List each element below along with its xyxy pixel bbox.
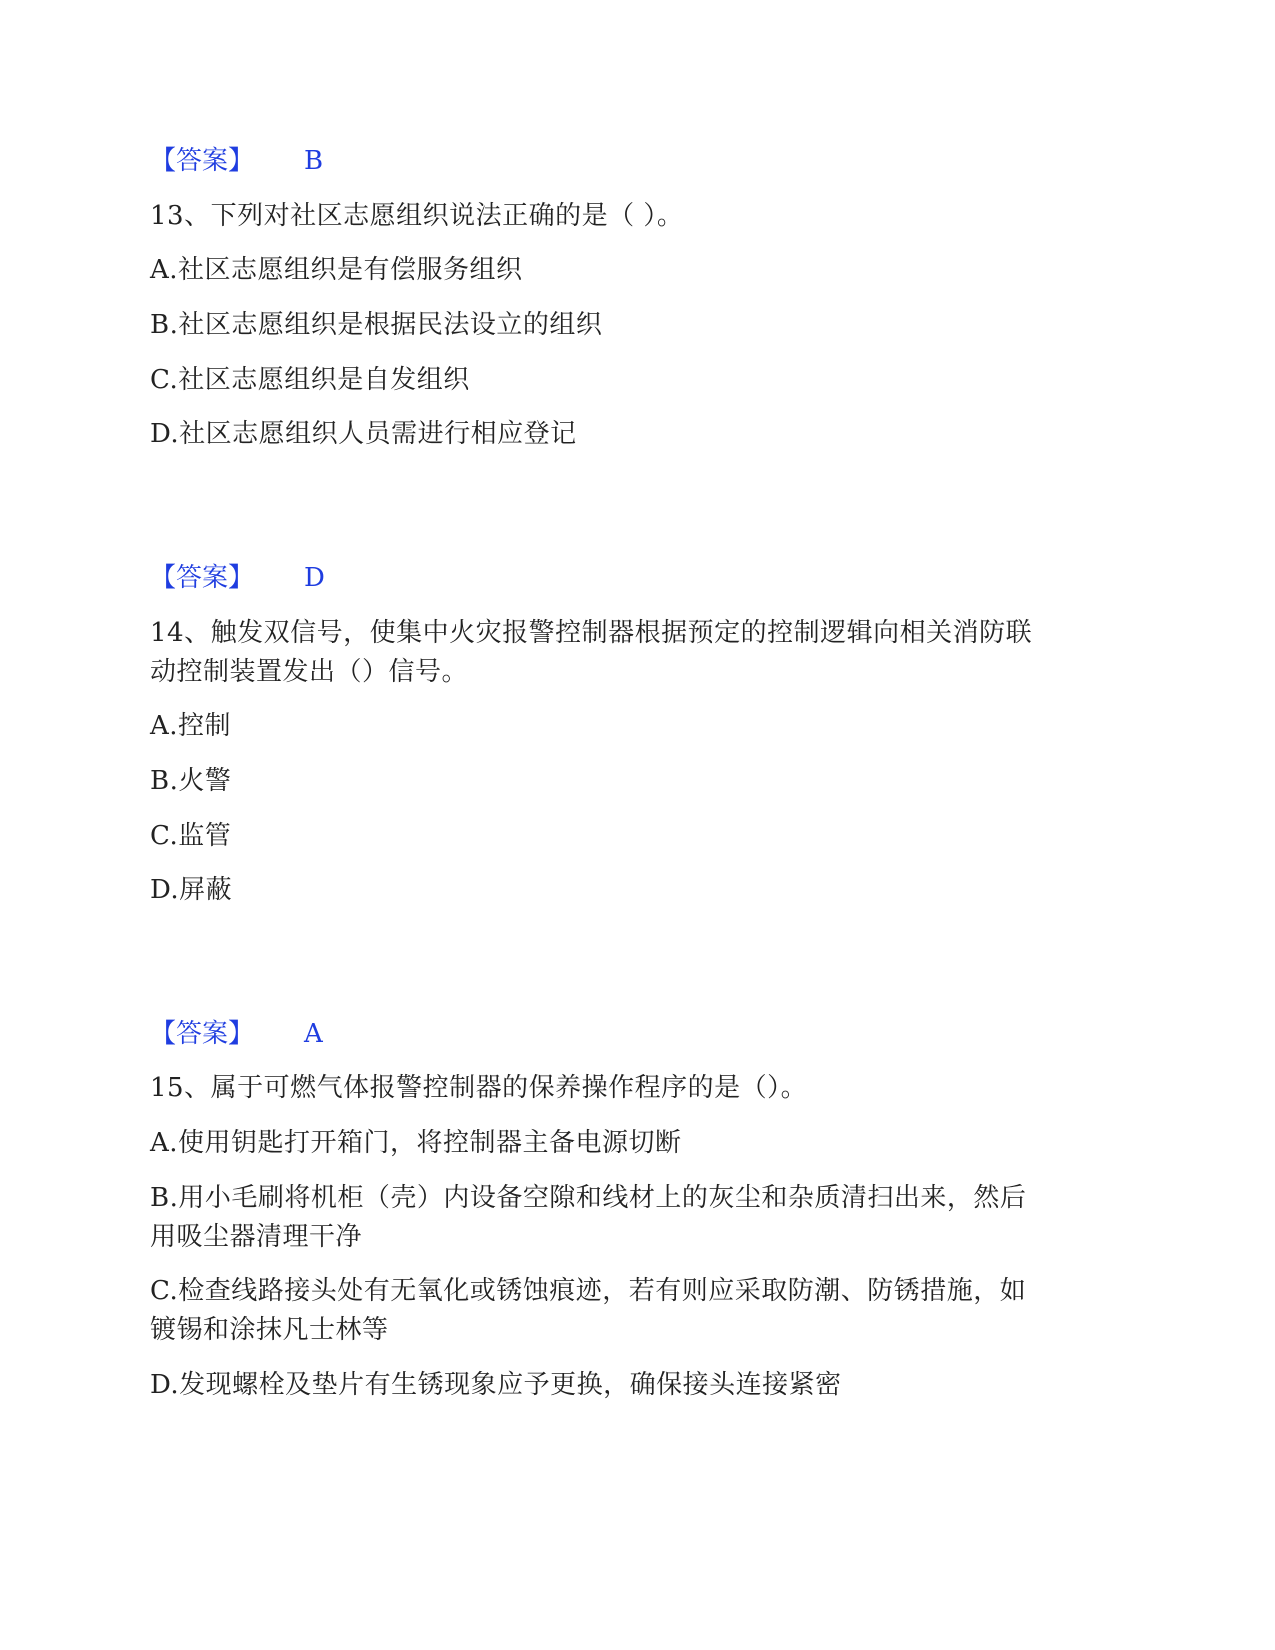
question-13-option-c: C.社区志愿组织是自发组织 [150, 365, 470, 395]
question-15-option-d: D.发现螺栓及垫片有生锈现象应予更换，确保接头连接紧密 [150, 1370, 842, 1400]
answer-line [150, 558, 325, 598]
question-14-text-line-2: 动控制装置发出（）信号。 [150, 657, 469, 687]
question-15-option-b-line-2: 用吸尘器清理干净 [150, 1222, 363, 1252]
answer-line [150, 1014, 323, 1054]
answer-value: D [304, 563, 325, 593]
question-13-text: 13、下列对社区志愿组织说法正确的是（ ）。 [150, 201, 684, 231]
question-15-option-a: A.使用钥匙打开箱门，将控制器主备电源切断 [150, 1128, 682, 1158]
question-13-option-b: B.社区志愿组织是根据民法设立的组织 [150, 310, 603, 340]
question-14-option-c: C.监管 [150, 821, 232, 851]
question-15-option-c-line-2: 镀锡和涂抹凡士林等 [150, 1315, 389, 1345]
answer-value: B [304, 146, 324, 176]
answer-label: 【答案】 [150, 146, 255, 176]
question-14-option-b: B.火警 [150, 766, 232, 796]
answer-value: A [304, 1019, 323, 1049]
question-15-option-c-line-1: C.检查线路接头处有无氧化或锈蚀痕迹，若有则应采取防潮、防锈措施，如 [150, 1276, 1027, 1306]
answer-line [150, 141, 323, 181]
question-13-option-a: A.社区志愿组织是有偿服务组织 [150, 255, 523, 285]
question-14-text-line-1: 14、触发双信号，使集中火灾报警控制器根据预定的控制逻辑向相关消防联 [150, 618, 1033, 648]
answer-label: 【答案】 [150, 563, 255, 593]
question-15-text: 15、属于可燃气体报警控制器的保养操作程序的是（）。 [150, 1073, 808, 1103]
question-14-option-d: D.屏蔽 [150, 875, 233, 905]
question-14-option-a: A.控制 [150, 711, 232, 741]
question-13-option-d: D.社区志愿组织人员需进行相应登记 [150, 419, 577, 449]
answer-label: 【答案】 [150, 1019, 255, 1049]
question-15-option-b-line-1: B.用小毛刷将机柜（壳）内设备空隙和线材上的灰尘和杂质清扫出来，然后 [150, 1183, 1027, 1213]
